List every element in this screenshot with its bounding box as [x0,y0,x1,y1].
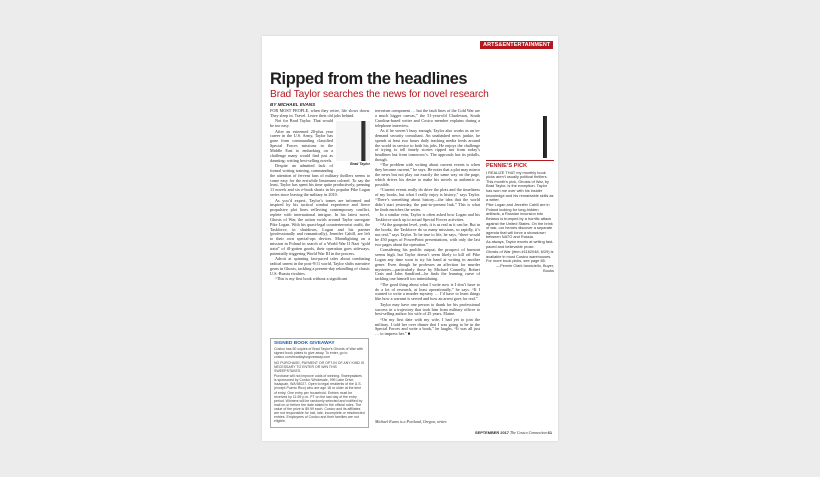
article-paragraph: Despite an admitted lack of formal writing training, commanding the attention of fervent fans of military thrillers seems to come easy for the erstwhile lieutenant colonel. To say the least, Taylor has spent his time quite productively, penning 11 novels and six e-book shorts in his popular Pike Logan series since leaving the military in 2010. [270,163,370,198]
magazine-page [262,36,558,441]
subhead: Brad Taylor searches the news for novel research [270,89,489,100]
article-paragraph: Adroit at spinning fast-paced tales about combating radical unrest in the post-9/11 world, Taylor shifts narrative gears in Ghosts, tackling a present-day rekindling of classic U.S.-Russia rivalries. [270,256,370,276]
article-paragraph: As if he weren’t busy enough, Taylor also works as an in-demand security consultant. An unabashed news junkie, he spends at least two hours daily tracking media feeds around the world in service to both his jobs. He enjoys the challenge of trying to tell timely stories ripped not from today’s headlines but from tomorrow’s. The approach has its pitfalls, though. [375,127,480,163]
section-tag: ARTS&ENTERTAINMENT [480,41,553,49]
photo-caption: Brad Taylor [350,162,370,167]
byline: BY MICHAEL EVANS [270,102,316,107]
author-tagline: Michael Evans is a Portland, Oregon, writer. [375,419,448,424]
article-column-2 [375,109,480,416]
sidebar-title: PENNIE’S PICK [486,160,554,169]
sidebar-paragraph: Ghosts of War (item #1162048, 6/29) is available in most Costco warehouses. For more book picks, see page 85. [486,248,554,264]
article-paragraph: “At the gunpoint level, yeah, it is as real as it can be. But in the books, the Taskforce do so many missions, so rapidly, it’s not real,” says Taylor. To be true to life, he says, “there would be 450 pages of PowerPoint presentations, with only the last two pages about the operation.” [375,222,480,247]
article-paragraph: “The problem with writing about current events is when they become current,” he says. He notes that a plot may mirror the news but not play out exactly the same way on the page, which drives his desire to make his novels as authentic as possible. [375,162,480,187]
folio-page-number: 61 [547,430,552,435]
giveaway-box [270,338,369,428]
giveaway-body [274,347,365,423]
headline: Ripped from the headlines [270,70,468,88]
article-paragraph: As you’d expect, Taylor’s tomes are informed and inspired by his tactical combat experience and fierce propulsive plot lines reflecting contemporary conflict, replete with international intrigue. In his latest novel, Ghosts of War, the action swirls around Taylor surrogate Pike Logan. With his quasi-legal counterterrorist outfit, the Taskforce, in shutdown, Logan and his partner (professionally and romantically), Jennifer Cahill, are left to their own special-ops devices. Moonlighting on a mission in Poland in search of a World War II Nazi “gold train” of ill-gotten goods, their operation goes sideways, potentially triggering World War III in the process. [270,197,370,256]
folio-issue: SEPTEMBER 2017 [475,430,509,435]
sidebar-paragraph: As always, Taylor excels at writing fast-paced and believable prose. [486,239,554,249]
article-paragraph: “This is my first book without a significant [275,276,348,282]
sidebar-body [486,171,554,274]
article-paragraph: “On my first date with my wife, I had yet to join the military. I told her over dinner that I was going to be in the Special Forces and write a book,” he laughs. “It was all just … to impress her.” ■ [375,316,480,337]
giveaway-paragraph: Costco has 50 copies of Brad Taylor’s Ghosts of War with signed book plates to give away. To enter, go to costco.com/bradtaylorgiveaway.com [274,347,363,360]
article-paragraph: Not for Brad Taylor. That would be too easy. [270,118,333,129]
article-paragraph: In a similar vein, Taylor is often asked how Logan and his Taskforce stack up to actual Special Forces activities. [375,212,480,222]
pennies-pick-sidebar [486,160,554,344]
article-paragraph: “Current events really do drive the plots and the timeliness of my books, but what I really enjoy is history,” says Taylor. “There’s something about history—the idea that the world didn’t start yesterday, the past-to-present link.” This is what he finds enriches the series. [375,187,480,212]
folio-publication: The Costco Connection [510,431,547,435]
article-paragraph: FOR MOST PEOPLE, when they retire, life slows down. They sleep in. Travel. Leave their old jobs behind. [270,109,370,118]
giveaway-title: SIGNED BOOK GIVEAWAY [274,341,335,346]
author-photo-block [336,121,370,169]
article-paragraph: Taylor may have one person to thank for his professional success in a trajectory that took him from military officer to best-selling author: his wife of 25 years, Elaine. [375,301,480,317]
article-paragraph: After an esteemed 20-plus year career in the U.S. Army, Taylor has gone from commanding classified Special Forces missions in the Middle East to embarking on a challenge many would find just as daunting: writing best-selling novels. [270,128,333,163]
book-cover-photo [535,116,547,158]
article-paragraph: Considering his prolific output, the prospect of burnout seems high, but Taylor doesn’t seem likely to kill off Pike Logan any time soon to try his hand at writing in another genre. Even though he professes an affection for murder mysteries—particularly those by Michael Connelly, Robert Crais and John Sandford—he finds the learning curve of tackling one himself too intimidating. [375,247,480,282]
page-folio [475,430,552,435]
article-column-1 [270,109,370,336]
article-paragraph: “The good thing about what I write now is I don’t have to do a lot of research, at least operationally,” he says. “If I wanted to write a murder mystery … I’d have to learn things like how a warrant is served and how an arrest goes for real.” [375,281,480,302]
sidebar-paragraph: Pike Logan and Jennifer Cahill are in Poland looking for long-hidden artifacts, a Russian incursion into Belarus is trumped by a horrific attack against the United States. On the brink of war, our heroes discover a separate agenda that will force a showdown between NATO and Russia. [486,202,553,240]
sidebar-signature: —Pennie Clark Ianniciello, Buyer, Books [496,263,554,273]
sidebar-paragraph: I REALIZE THAT my monthly book picks aren’t usually political thrillers. This month’s pick, Ghosts of War, by Brad Taylor, is the exception. Taylor has won me over with his insider knowledge and his remarkable skills as a writer. [486,169,554,203]
article-paragraph: terrorism component … but the fault lines of the Cold War are a much bigger canvas,” the 51-year-old Charleston, South Carolina-based writer and Costco member explains during a telephone interview. [375,109,480,128]
giveaway-paragraph: Purchase will not improve odds of winning. Sweepstakes is sponsored by Costco Wholesale, 999 Lake Drive, Issaquah, WA 98027. Open to legal residents of the U.S. (except Puerto Rico) who are age 18 or older at the time of entry. One entry per household. Entries must be received by 11:59 p.m. PT on the last day of the entry period. Winners will be randomly selected and notified by mail on or before the date stated in the official rules. The value of the prize is $9.99 each. Costco and its affiliates are not responsible for lost, late, incomplete or misdirected entries. Employees of Costco and their families are not eligible. [274,374,365,424]
giveaway-paragraph: NO PURCHASE, PAYMENT OR OPT-IN OF ANY KIND IS NECESSARY TO ENTER OR WIN THIS SWEEPSTAKES. [274,360,365,373]
author-photo [336,121,370,161]
